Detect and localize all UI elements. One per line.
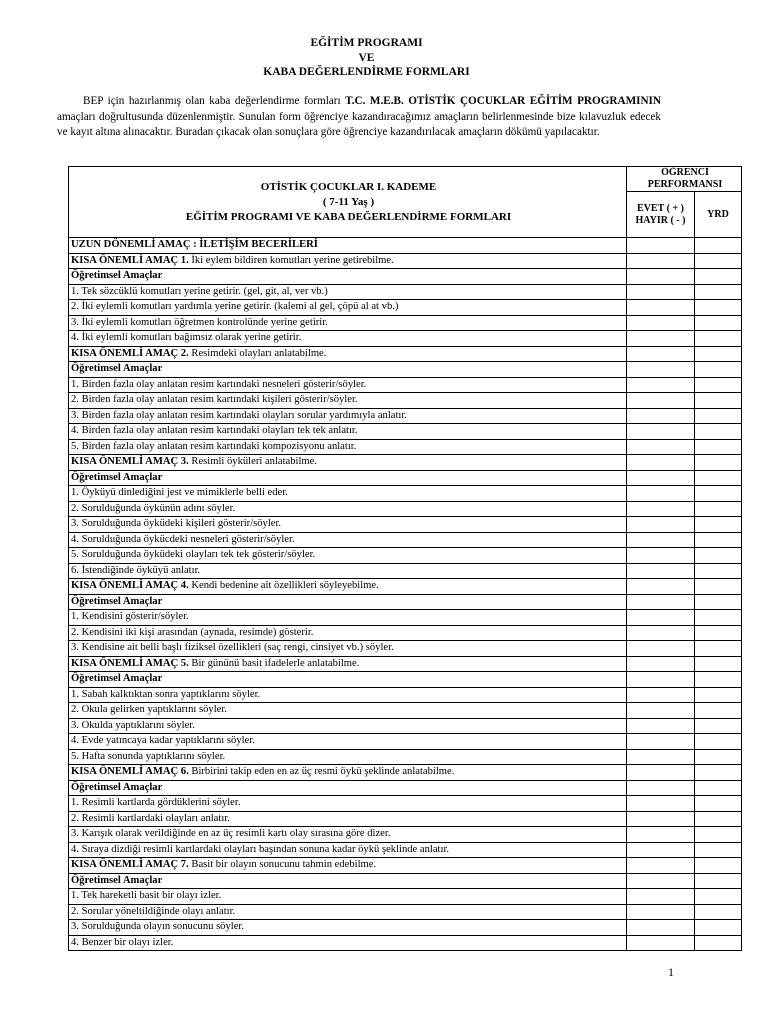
table-row — [69, 501, 742, 517]
evet-hayir-cell[interactable] — [627, 253, 695, 269]
table-row — [69, 346, 742, 362]
yrd-cell[interactable] — [695, 548, 742, 564]
yrd-cell[interactable] — [695, 811, 742, 827]
evet-label: EVET ( + ) — [637, 202, 684, 214]
table-row — [69, 935, 742, 951]
student-performance-header — [627, 167, 742, 192]
doc-title-line-2: VE — [358, 52, 375, 64]
table-row — [69, 486, 742, 502]
table-row — [69, 625, 742, 641]
table-row — [69, 827, 742, 843]
row-text-cell — [69, 796, 627, 812]
row-text-cell — [69, 284, 627, 300]
evet-hayir-cell[interactable] — [627, 749, 695, 765]
row-text-cell — [69, 362, 627, 378]
row-text-cell — [69, 238, 627, 254]
row-text: 4. İki eylemli komutları bağımsız olarak yerine getirir. — [71, 332, 302, 343]
yrd-cell[interactable] — [695, 873, 742, 889]
yrd-cell[interactable] — [695, 796, 742, 812]
table-row — [69, 796, 742, 812]
row-text-cell — [69, 408, 627, 424]
row-text-cell — [69, 393, 627, 409]
table-row — [69, 284, 742, 300]
table-row — [69, 331, 742, 347]
row-bold-label: Öğretimsel Amaçlar — [71, 874, 163, 886]
table-row — [69, 563, 742, 579]
row-text-cell — [69, 300, 627, 316]
evet-hayir-cell[interactable] — [627, 455, 695, 471]
yrd-cell[interactable] — [695, 858, 742, 874]
row-text-cell — [69, 842, 627, 858]
yrd-cell[interactable] — [695, 408, 742, 424]
row-text: 6. İstendiğinde öyküyü anlatır. — [71, 564, 201, 576]
row-text-cell — [69, 889, 627, 905]
yrd-cell[interactable] — [695, 486, 742, 502]
row-text: Basit bir olayın sonucunu tahmin edebilme. — [188, 859, 377, 870]
table-row — [69, 842, 742, 858]
evet-hayir-header — [627, 192, 695, 238]
table-row — [69, 873, 742, 889]
row-text-cell — [69, 765, 627, 781]
yrd-cell[interactable] — [695, 253, 742, 269]
row-text: 3. Sorulduğunda öyküdeki kişileri gösterir/söyler. — [71, 518, 282, 529]
row-text: 5. Hafta sonunda yaptıklarını söyler. — [71, 750, 226, 762]
evet-hayir-cell[interactable] — [627, 517, 695, 533]
row-text: 1. Tek sözcüklü komutları yerine getirir. (gel, git, al, ver vb.) — [71, 285, 328, 297]
row-bold-label: Öğretimsel Amaçlar — [71, 595, 163, 607]
table-row — [69, 455, 742, 471]
row-text-cell — [69, 641, 627, 657]
row-text-cell — [69, 517, 627, 533]
evet-hayir-cell[interactable] — [627, 641, 695, 657]
table-row — [69, 718, 742, 734]
table-row — [69, 687, 742, 703]
table-row — [69, 517, 742, 533]
evet-hayir-cell[interactable] — [627, 548, 695, 564]
row-text: Resimli öyküleri anlatabilme. — [188, 456, 318, 467]
row-text-cell — [69, 501, 627, 517]
row-bold-label: KISA ÖNEMLİ AMAÇ 4. — [71, 580, 189, 591]
yrd-cell[interactable] — [695, 470, 742, 486]
table-row — [69, 238, 742, 254]
table-row — [69, 811, 742, 827]
row-text-cell — [69, 346, 627, 362]
row-text-cell — [69, 749, 627, 765]
evet-hayir-cell[interactable] — [627, 408, 695, 424]
table-row — [69, 548, 742, 564]
yrd-cell[interactable] — [695, 439, 742, 455]
evet-hayir-cell[interactable] — [627, 734, 695, 750]
row-text: 1. Öyküyü dinlediğini jest ve mimiklerle belli eder. — [71, 487, 288, 498]
yrd-cell[interactable] — [695, 346, 742, 362]
row-bold-label: Öğretimsel Amaçlar — [71, 673, 163, 684]
row-bold-label: Öğretimsel Amaçlar — [71, 471, 163, 483]
row-text-cell — [69, 455, 627, 471]
row-text: 3. Birden fazla olay anlatan resim kartındaki olayları sorular yardımıyla anlatır. — [71, 409, 407, 421]
row-text-cell — [69, 424, 627, 440]
yrd-cell[interactable] — [695, 780, 742, 796]
row-text: 3. İki eylemli komutları öğretmen kontrolünde yerine getirir. — [71, 316, 328, 328]
yrd-cell[interactable] — [695, 517, 742, 533]
evet-hayir-cell[interactable] — [627, 889, 695, 905]
table-row — [69, 610, 742, 626]
row-bold-label: KISA ÖNEMLİ AMAÇ 1. — [71, 254, 189, 266]
row-text-cell — [69, 625, 627, 641]
row-bold-label: KISA ÖNEMLİ AMAÇ 3. — [71, 456, 189, 467]
row-text-cell — [69, 656, 627, 672]
table-row — [69, 904, 742, 920]
table-row — [69, 315, 742, 331]
yrd-cell[interactable] — [695, 610, 742, 626]
yrd-cell[interactable] — [695, 393, 742, 409]
hayir-label: HAYIR ( - ) — [635, 214, 686, 226]
table-row — [69, 470, 742, 486]
row-bold-label: UZUN DÖNEMLİ AMAÇ : İLETİŞİM BECERİLERİ — [71, 239, 318, 250]
yrd-cell[interactable] — [695, 920, 742, 936]
table-row — [69, 269, 742, 285]
row-text: 1. Birden fazla olay anlatan resim kartındaki nesneleri gösterir/söyler. — [71, 378, 367, 390]
row-text-cell — [69, 594, 627, 610]
row-text-cell — [69, 734, 627, 750]
row-text: Kendi bedenine ait özellikleri söyleyebilme. — [188, 580, 379, 591]
row-bold-label: Öğretimsel Amaçlar — [71, 270, 163, 281]
yrd-cell[interactable] — [695, 532, 742, 548]
page-number: 1 — [668, 965, 674, 979]
yrd-cell[interactable] — [695, 827, 742, 843]
evet-hayir-cell[interactable] — [627, 563, 695, 579]
row-text: 2. Okula gelirken yaptıklarını söyler. — [71, 704, 227, 715]
evet-hayir-cell[interactable] — [627, 811, 695, 827]
table-row — [69, 362, 742, 378]
row-text-cell — [69, 687, 627, 703]
yrd-cell[interactable] — [695, 625, 742, 641]
table-row — [69, 765, 742, 781]
table-row — [69, 579, 742, 595]
row-text: Bir gününü basit ifadelerle anlatabilme. — [188, 657, 360, 669]
table-row — [69, 439, 742, 455]
row-text-cell — [69, 703, 627, 719]
row-text-cell — [69, 718, 627, 734]
intro-text-2: amaçları doğrultusunda düzenlenmiştir. Sunulan form öğrenciye kazandıracağımız amaçların belirlenmesinde bize kılavuzluk edecek ve kayıt altına alınacaktır. Buradan çıkacak olan sonuçlara göre öğrenciye kazandırılacak amaçların dökümü yapılacaktır. — [57, 110, 661, 138]
row-text: Resimdeki olayları anlatabilme. — [188, 347, 327, 359]
row-text: 3. Sorulduğunda olayın sonucunu söyler. — [71, 921, 245, 932]
table-row — [69, 300, 742, 316]
yrd-cell[interactable] — [695, 672, 742, 688]
row-bold-label: Öğretimsel Amaçlar — [71, 363, 163, 374]
evet-hayir-cell[interactable] — [627, 238, 695, 254]
table-row — [69, 377, 742, 393]
table-row — [69, 656, 742, 672]
row-text: 2. Resimli kartlardaki olayları anlatır. — [71, 812, 230, 824]
evet-hayir-cell[interactable] — [627, 594, 695, 610]
yrd-cell[interactable] — [695, 269, 742, 285]
row-text-cell — [69, 579, 627, 595]
perf-line-2: PERFORMANSI — [647, 179, 723, 190]
doc-title-line-1: EĞİTİM PROGRAMI — [310, 37, 423, 49]
row-text-cell — [69, 904, 627, 920]
yrd-cell[interactable] — [695, 377, 742, 393]
row-text: 2. Kendisini iki kişi arasından (aynada, resimde) gösterir. — [71, 626, 314, 638]
table-row — [69, 749, 742, 765]
yrd-cell[interactable] — [695, 765, 742, 781]
yrd-cell[interactable] — [695, 563, 742, 579]
row-text-cell — [69, 827, 627, 843]
row-text: 4. Birden fazla olay anlatan resim kartındaki olayları tek tek anlatır. — [71, 425, 358, 436]
evet-hayir-cell[interactable] — [627, 858, 695, 874]
row-text-cell — [69, 377, 627, 393]
row-text: 3. Okulda yaptıklarını söyler. — [71, 719, 195, 731]
yrd-cell[interactable] — [695, 284, 742, 300]
evet-hayir-cell[interactable] — [627, 610, 695, 626]
row-text: 5. Birden fazla olay anlatan resim kartındaki kompozisyonu anlatır. — [71, 440, 357, 452]
intro-text-1: BEP için hazırlanmış olan kaba değerlendirme formları — [83, 95, 346, 107]
yrd-cell[interactable] — [695, 904, 742, 920]
yrd-cell[interactable] — [695, 703, 742, 719]
row-text: 2. Sorulduğunda öykünün adını söyler. — [71, 502, 236, 514]
evet-hayir-cell[interactable] — [627, 796, 695, 812]
evet-hayir-cell[interactable] — [627, 703, 695, 719]
evet-hayir-cell[interactable] — [627, 625, 695, 641]
yrd-cell[interactable] — [695, 889, 742, 905]
row-text: 4. Benzer bir olayı izler. — [71, 936, 174, 948]
table-row — [69, 594, 742, 610]
evet-hayir-cell[interactable] — [627, 904, 695, 920]
row-text-cell — [69, 811, 627, 827]
row-bold-label: KISA ÖNEMLİ AMAÇ 6. — [71, 766, 189, 777]
intro-program-name: T.C. M.E.B. OTİSTİK ÇOCUKLAR EĞİTİM PROGRAMININ — [345, 95, 661, 107]
table-title-line-3: EĞİTİM PROGRAMI VE KABA DEĞERLENDİRME FORMLARI — [185, 210, 512, 223]
evet-hayir-cell[interactable] — [627, 718, 695, 734]
yrd-cell[interactable] — [695, 749, 742, 765]
evet-hayir-cell[interactable] — [627, 346, 695, 362]
row-text: 4. Sıraya dizdiği resimli kartlardaki olayları başından sonuna kadar öykü şeklinde anlatır. — [71, 843, 450, 855]
row-text: 2. İki eylemli komutları yardımla yerine getirir. (kalemi al gel, çöpü al at vb.) — [71, 301, 399, 312]
evet-hayir-cell[interactable] — [627, 393, 695, 409]
row-text: 4. Sorulduğunda öykücdeki nesneleri gösterir/söyler. — [71, 533, 295, 545]
evet-hayir-cell[interactable] — [627, 935, 695, 951]
yrd-cell[interactable] — [695, 362, 742, 378]
yrd-cell[interactable] — [695, 594, 742, 610]
table-row — [69, 672, 742, 688]
yrd-cell[interactable] — [695, 315, 742, 331]
evet-hayir-cell[interactable] — [627, 470, 695, 486]
row-text-cell — [69, 315, 627, 331]
row-bold-label: Öğretimsel Amaçlar — [71, 781, 163, 793]
row-text-cell — [69, 610, 627, 626]
evet-hayir-cell[interactable] — [627, 827, 695, 843]
row-text: 4. Evde yatıncaya kadar yaptıklarını söyler. — [71, 735, 255, 746]
table-row — [69, 920, 742, 936]
evaluation-form-table — [68, 166, 742, 951]
evet-hayir-cell[interactable] — [627, 873, 695, 889]
row-bold-label: KISA ÖNEMLİ AMAÇ 2. — [71, 347, 189, 359]
yrd-cell[interactable] — [695, 238, 742, 254]
evet-hayir-cell[interactable] — [627, 377, 695, 393]
yrd-header: YRD — [695, 192, 742, 238]
row-text: 1. Resimli kartlarda gördüklerini söyler. — [71, 797, 241, 808]
row-text-cell — [69, 780, 627, 796]
evet-hayir-cell[interactable] — [627, 920, 695, 936]
row-text: 1. Sabah kalktıktan sonra yaptıklarını söyler. — [71, 688, 261, 700]
evet-hayir-cell[interactable] — [627, 532, 695, 548]
table-row — [69, 734, 742, 750]
evet-hayir-cell[interactable] — [627, 486, 695, 502]
row-text: İki eylem bildiren komutları yerine getirebilme. — [188, 254, 394, 266]
row-text-cell — [69, 470, 627, 486]
table-row — [69, 889, 742, 905]
table-row — [69, 408, 742, 424]
evet-hayir-cell[interactable] — [627, 780, 695, 796]
row-text: 1. Tek hareketli basit bir olayı izler. — [71, 890, 222, 901]
yrd-cell[interactable] — [695, 935, 742, 951]
yrd-cell[interactable] — [695, 501, 742, 517]
row-text: 5. Sorulduğunda öyküdeki olayları tek tek gösterir/söyler. — [71, 549, 316, 560]
doc-title-line-3: KABA DEĞERLENDİRME FORMLARI — [263, 66, 470, 78]
table-header-row-1 — [69, 167, 742, 192]
row-text-cell — [69, 331, 627, 347]
row-text-cell — [69, 935, 627, 951]
row-text-cell — [69, 439, 627, 455]
evet-hayir-cell[interactable] — [627, 656, 695, 672]
table-title-line-1: OTİSTİK ÇOCUKLAR I. KADEME — [260, 180, 437, 193]
evet-hayir-cell[interactable] — [627, 672, 695, 688]
evet-hayir-cell[interactable] — [627, 439, 695, 455]
yrd-cell[interactable] — [695, 579, 742, 595]
table-row — [69, 393, 742, 409]
row-text-cell — [69, 532, 627, 548]
evet-hayir-cell[interactable] — [627, 300, 695, 316]
yrd-cell[interactable] — [695, 300, 742, 316]
evet-hayir-cell[interactable] — [627, 331, 695, 347]
row-text-cell — [69, 548, 627, 564]
row-text: 2. Birden fazla olay anlatan resim kartındaki kişileri gösterir/söyler. — [71, 394, 358, 405]
yrd-cell[interactable] — [695, 641, 742, 657]
yrd-cell[interactable] — [695, 718, 742, 734]
table-row — [69, 641, 742, 657]
perf-line-1: ÖĞRENCİ — [661, 167, 709, 178]
row-text-cell — [69, 858, 627, 874]
evet-hayir-cell[interactable] — [627, 842, 695, 858]
yrd-cell[interactable] — [695, 842, 742, 858]
row-text: 3. Karışık olarak verildiğinde en az üç resimli kartı olay sırasına göre dizer. — [71, 828, 391, 839]
evet-hayir-cell[interactable] — [627, 424, 695, 440]
yrd-cell[interactable] — [695, 656, 742, 672]
row-text-cell — [69, 563, 627, 579]
table-title-line-2: ( 7-11 Yaş ) — [322, 195, 375, 208]
row-bold-label: KISA ÖNEMLİ AMAÇ 5. — [71, 657, 189, 669]
evet-hayir-cell[interactable] — [627, 765, 695, 781]
row-text: 2. Sorular yöneltildiğinde olayı anlatır. — [71, 905, 236, 917]
intro-paragraph — [57, 94, 661, 141]
evet-hayir-cell[interactable] — [627, 315, 695, 331]
yrd-cell[interactable] — [695, 687, 742, 703]
table-row — [69, 858, 742, 874]
row-text-cell — [69, 873, 627, 889]
yrd-cell[interactable] — [695, 424, 742, 440]
row-text: 1. Kendisini gösterir/söyler. — [71, 611, 189, 622]
row-text-cell — [69, 486, 627, 502]
yrd-cell[interactable] — [695, 455, 742, 471]
table-row — [69, 253, 742, 269]
table-row — [69, 424, 742, 440]
table-row — [69, 532, 742, 548]
row-text-cell — [69, 920, 627, 936]
row-text: Birbirini takip eden en az üç resmi öykü şeklinde anlatabilme. — [188, 766, 455, 777]
row-text-cell — [69, 253, 627, 269]
yrd-cell[interactable] — [695, 331, 742, 347]
row-text: 3. Kendisine ait belli başlı fiziksel özellikleri (saç rengi, cinsiyet vb.) söyler. — [71, 642, 394, 653]
yrd-cell[interactable] — [695, 734, 742, 750]
table-header-title — [69, 167, 627, 238]
evet-hayir-cell[interactable] — [627, 284, 695, 300]
evet-hayir-cell[interactable] — [627, 501, 695, 517]
table-row — [69, 780, 742, 796]
table-row — [69, 703, 742, 719]
evet-hayir-cell[interactable] — [627, 687, 695, 703]
evet-hayir-cell[interactable] — [627, 362, 695, 378]
row-text-cell — [69, 672, 627, 688]
row-bold-label: KISA ÖNEMLİ AMAÇ 7. — [71, 859, 189, 870]
row-text-cell — [69, 269, 627, 285]
evet-hayir-cell[interactable] — [627, 579, 695, 595]
evet-hayir-cell[interactable] — [627, 269, 695, 285]
